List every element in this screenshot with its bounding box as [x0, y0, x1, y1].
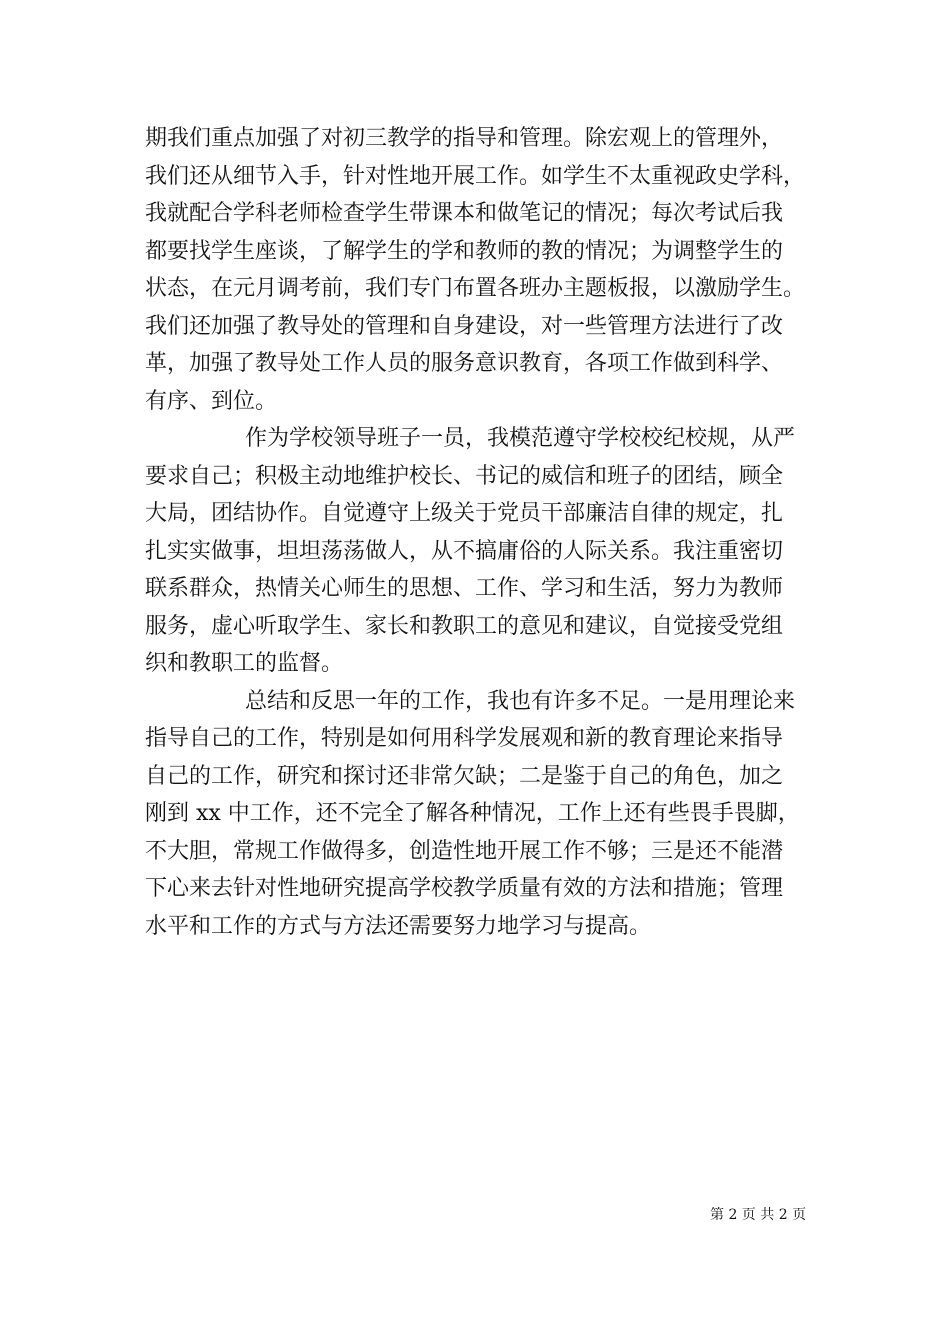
document-body — [145, 120, 825, 945]
text-line: 联系群众，热情关心师生的思想、工作、学习和生活，努力为教师 — [145, 576, 784, 601]
text-line: 下心来去针对性地研究提高学校教学质量有效的方法和措施；管理 — [145, 876, 784, 901]
text-line: 要求自己；积极主动地维护校长、书记的威信和班子的团结，顾全 — [145, 463, 784, 489]
text-line-indented: 总结和反思一年的工作，我也有许多不足。一是用理论来 — [245, 688, 796, 714]
text-line: 不大胆，常规工作做得多，创造性地开展工作不够；三是还不能潜 — [145, 838, 784, 864]
text-line: 刚到 xx 中工作，还不完全了解各种情况，工作上还有些畏手畏脚， — [145, 801, 800, 826]
text-line: 指导自己的工作，特别是如何用科学发展观和新的教育理论来指导 — [145, 726, 784, 751]
text-line: 有序、到位。 — [145, 388, 278, 414]
text-line: 大局，团结协作。自觉遵守上级关于党员干部廉洁自律的规定，扎 — [145, 501, 784, 526]
text-line: 自己的工作，研究和探讨还非常欠缺；二是鉴于自己的角色，加之 — [145, 763, 784, 789]
text-line: 我们还从细节入手，针对性地开展工作。如学生不太重视政史学科， — [145, 163, 806, 189]
text-line: 我们还加强了教导处的管理和自身建设，对一些管理方法进行了改 — [145, 313, 784, 339]
text-line: 服务，虚心听取学生、家长和教职工的意见和建议，自觉接受党组 — [145, 613, 784, 639]
text-line: 都要找学生座谈，了解学生的学和教师的教的情况；为调整学生的 — [145, 238, 784, 264]
page-number-footer: 第 2 页 共 2 页 — [710, 1207, 807, 1223]
text-line: 水平和工作的方式与方法还需要努力地学习与提高。 — [145, 913, 652, 939]
paragraph-2 — [145, 420, 825, 683]
text-line-indented: 作为学校领导班子一员，我模范遵守学校校纪校规，从严 — [245, 426, 796, 451]
text-line: 我就配合学科老师检查学生带课本和做笔记的情况；每次考试后我 — [145, 201, 784, 226]
paragraph-3 — [145, 683, 825, 946]
paragraph-1 — [145, 120, 825, 420]
text-line: 织和教职工的监督。 — [145, 651, 344, 676]
text-line: 革，加强了教导处工作人员的服务意识教育，各项工作做到科学、 — [145, 351, 784, 376]
text-line: 状态，在元月调考前，我们专门布置各班办主题板报，以激励学生。 — [145, 276, 806, 301]
text-line: 期我们重点加强了对初三教学的指导和管理。除宏观上的管理外， — [145, 126, 784, 151]
text-line: 扎实实做事，坦坦荡荡做人，从不搞庸俗的人际关系。我注重密切 — [145, 538, 784, 564]
